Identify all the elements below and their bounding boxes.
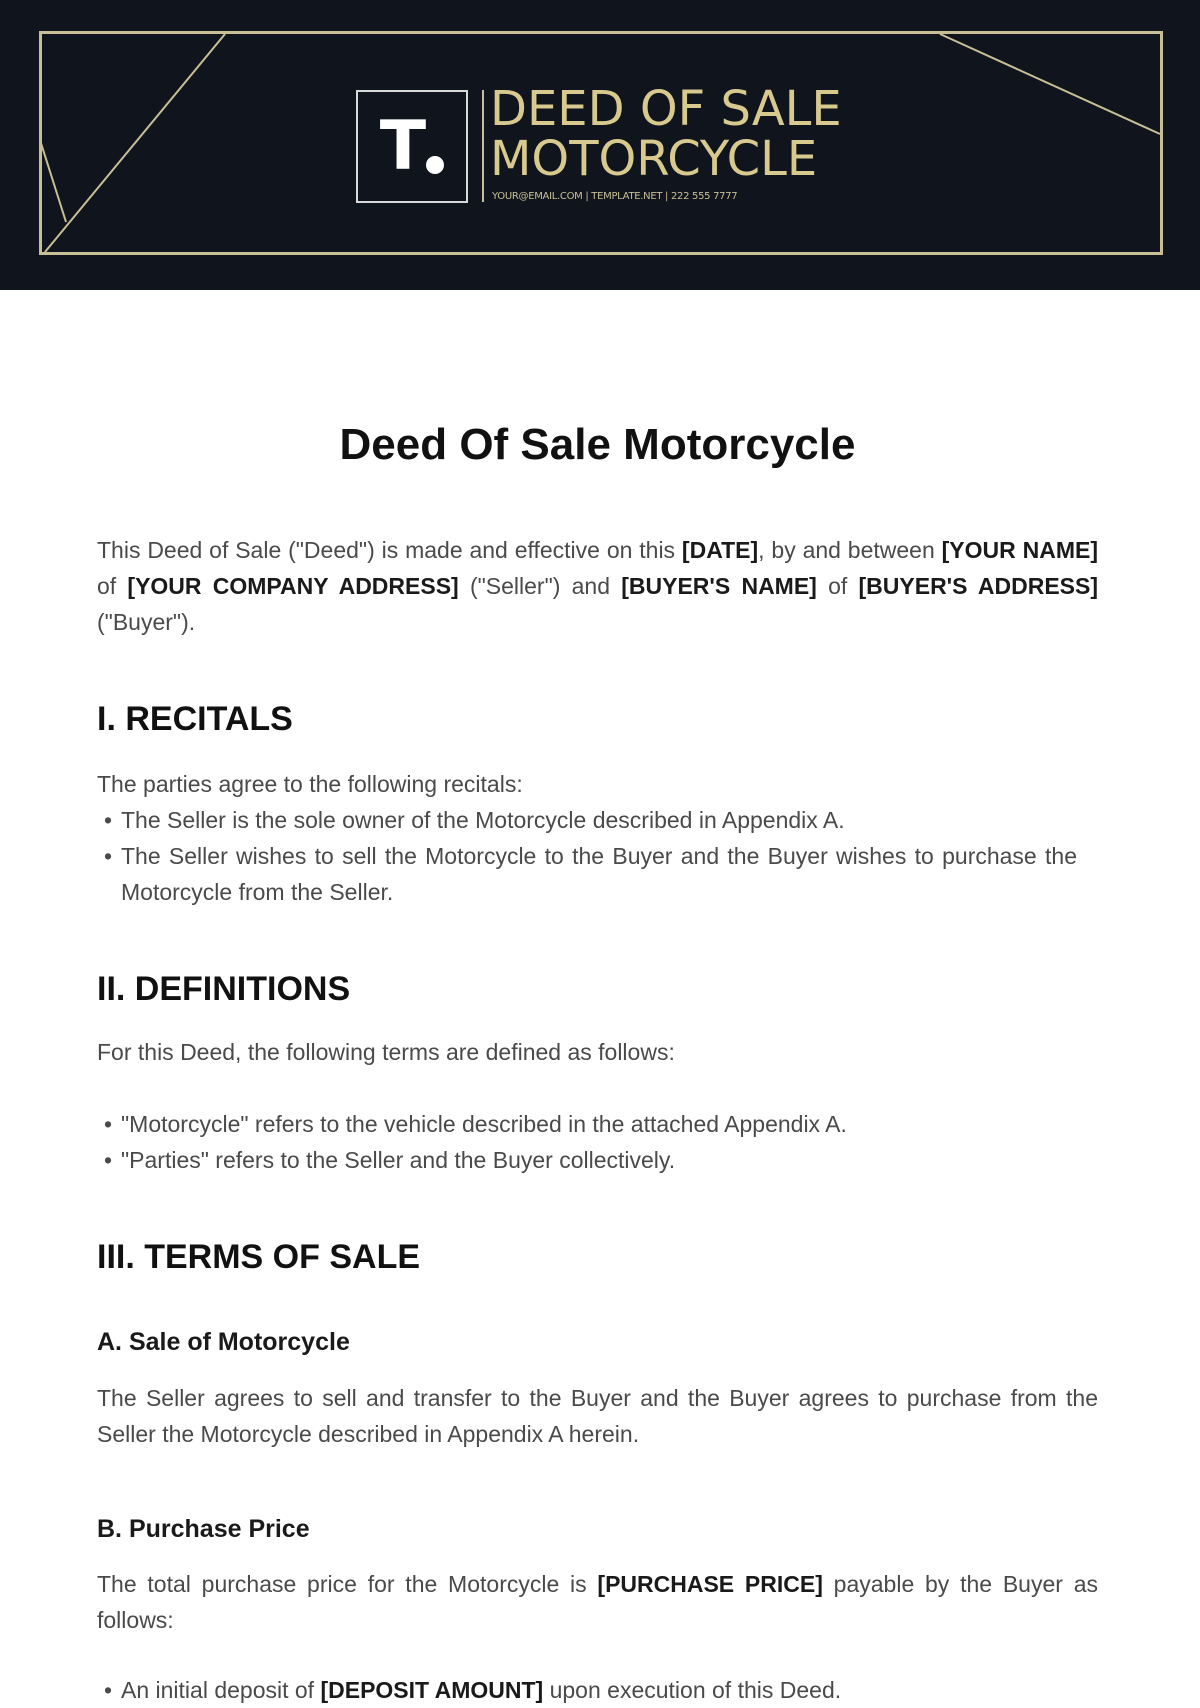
- logo-letter: T: [379, 107, 425, 186]
- header-title-line2: MOTORCYCLE: [490, 131, 818, 187]
- recitals-lead: The parties agree to the following recitals:: [97, 771, 523, 797]
- logo: [356, 90, 468, 203]
- price-heading: B. Purchase Price: [97, 1515, 310, 1543]
- definitions-heading: II. DEFINITIONS: [97, 970, 351, 1008]
- your-name-placeholder: [YOUR NAME]: [941, 537, 1098, 563]
- company-address-placeholder: [YOUR COMPANY ADDRESS]: [127, 573, 459, 599]
- header-contact: YOUR@EMAIL.COM | TEMPLATE.NET | 222 555 7777: [492, 191, 738, 202]
- buyer-address-placeholder: [BUYER'S ADDRESS]: [858, 573, 1098, 599]
- purchase-price-placeholder: [PURCHASE PRICE]: [597, 1571, 823, 1597]
- definitions-list: [97, 1106, 1077, 1178]
- recitals-list: [97, 802, 1077, 910]
- deposit-amount-placeholder: [DEPOSIT AMOUNT]: [320, 1677, 544, 1703]
- list-item: • "Motorcycle" refers to the vehicle described in the attached Appendix A.: [97, 1106, 1077, 1142]
- header-banner: [0, 0, 1200, 290]
- terms-heading: III. TERMS OF SALE: [97, 1238, 421, 1276]
- list-item: • The Seller is the sole owner of the Motorcycle described in Appendix A.: [97, 802, 1077, 838]
- list-item: • An initial deposit of [DEPOSIT AMOUNT] upon execution of this Deed.: [97, 1672, 1077, 1708]
- payment-list: [97, 1672, 1077, 1708]
- list-item: • "Parties" refers to the Seller and the Buyer collectively.: [97, 1142, 1077, 1178]
- header-title: [490, 81, 842, 187]
- sale-heading: A. Sale of Motorcycle: [97, 1328, 350, 1356]
- intro-paragraph: This Deed of Sale ("Deed") is made and effective on this [DATE], by and between [YOUR NAME] of [YOUR COMPANY ADDRESS] ("Seller") and [BUYER'S NAME] of [BUYER'S ADDRESS] ("Buyer").: [97, 537, 1098, 635]
- logo-dot: [426, 156, 444, 174]
- buyer-name-placeholder: [BUYER'S NAME]: [621, 573, 817, 599]
- price-paragraph: The total purchase price for the Motorcycle is [PURCHASE PRICE] payable by the Buyer as follows:: [97, 1571, 1098, 1633]
- date-placeholder: [DATE]: [681, 537, 759, 563]
- list-item: • The Seller wishes to sell the Motorcycle to the Buyer and the Buyer wishes to purchase the Motorcycle from the Seller.: [97, 838, 1077, 910]
- header-divider: [482, 90, 484, 202]
- definitions-lead: For this Deed, the following terms are defined as follows:: [97, 1039, 675, 1065]
- recitals-heading: I. RECITALS: [97, 700, 293, 738]
- sale-paragraph: The Seller agrees to sell and transfer to the Buyer and the Buyer agrees to purchase from the Seller the Motorcycle described in Appendix A herein.: [97, 1385, 1098, 1447]
- page-title: Deed Of Sale Motorcycle: [339, 420, 856, 469]
- header-title-line1: DEED OF SALE: [490, 81, 842, 137]
